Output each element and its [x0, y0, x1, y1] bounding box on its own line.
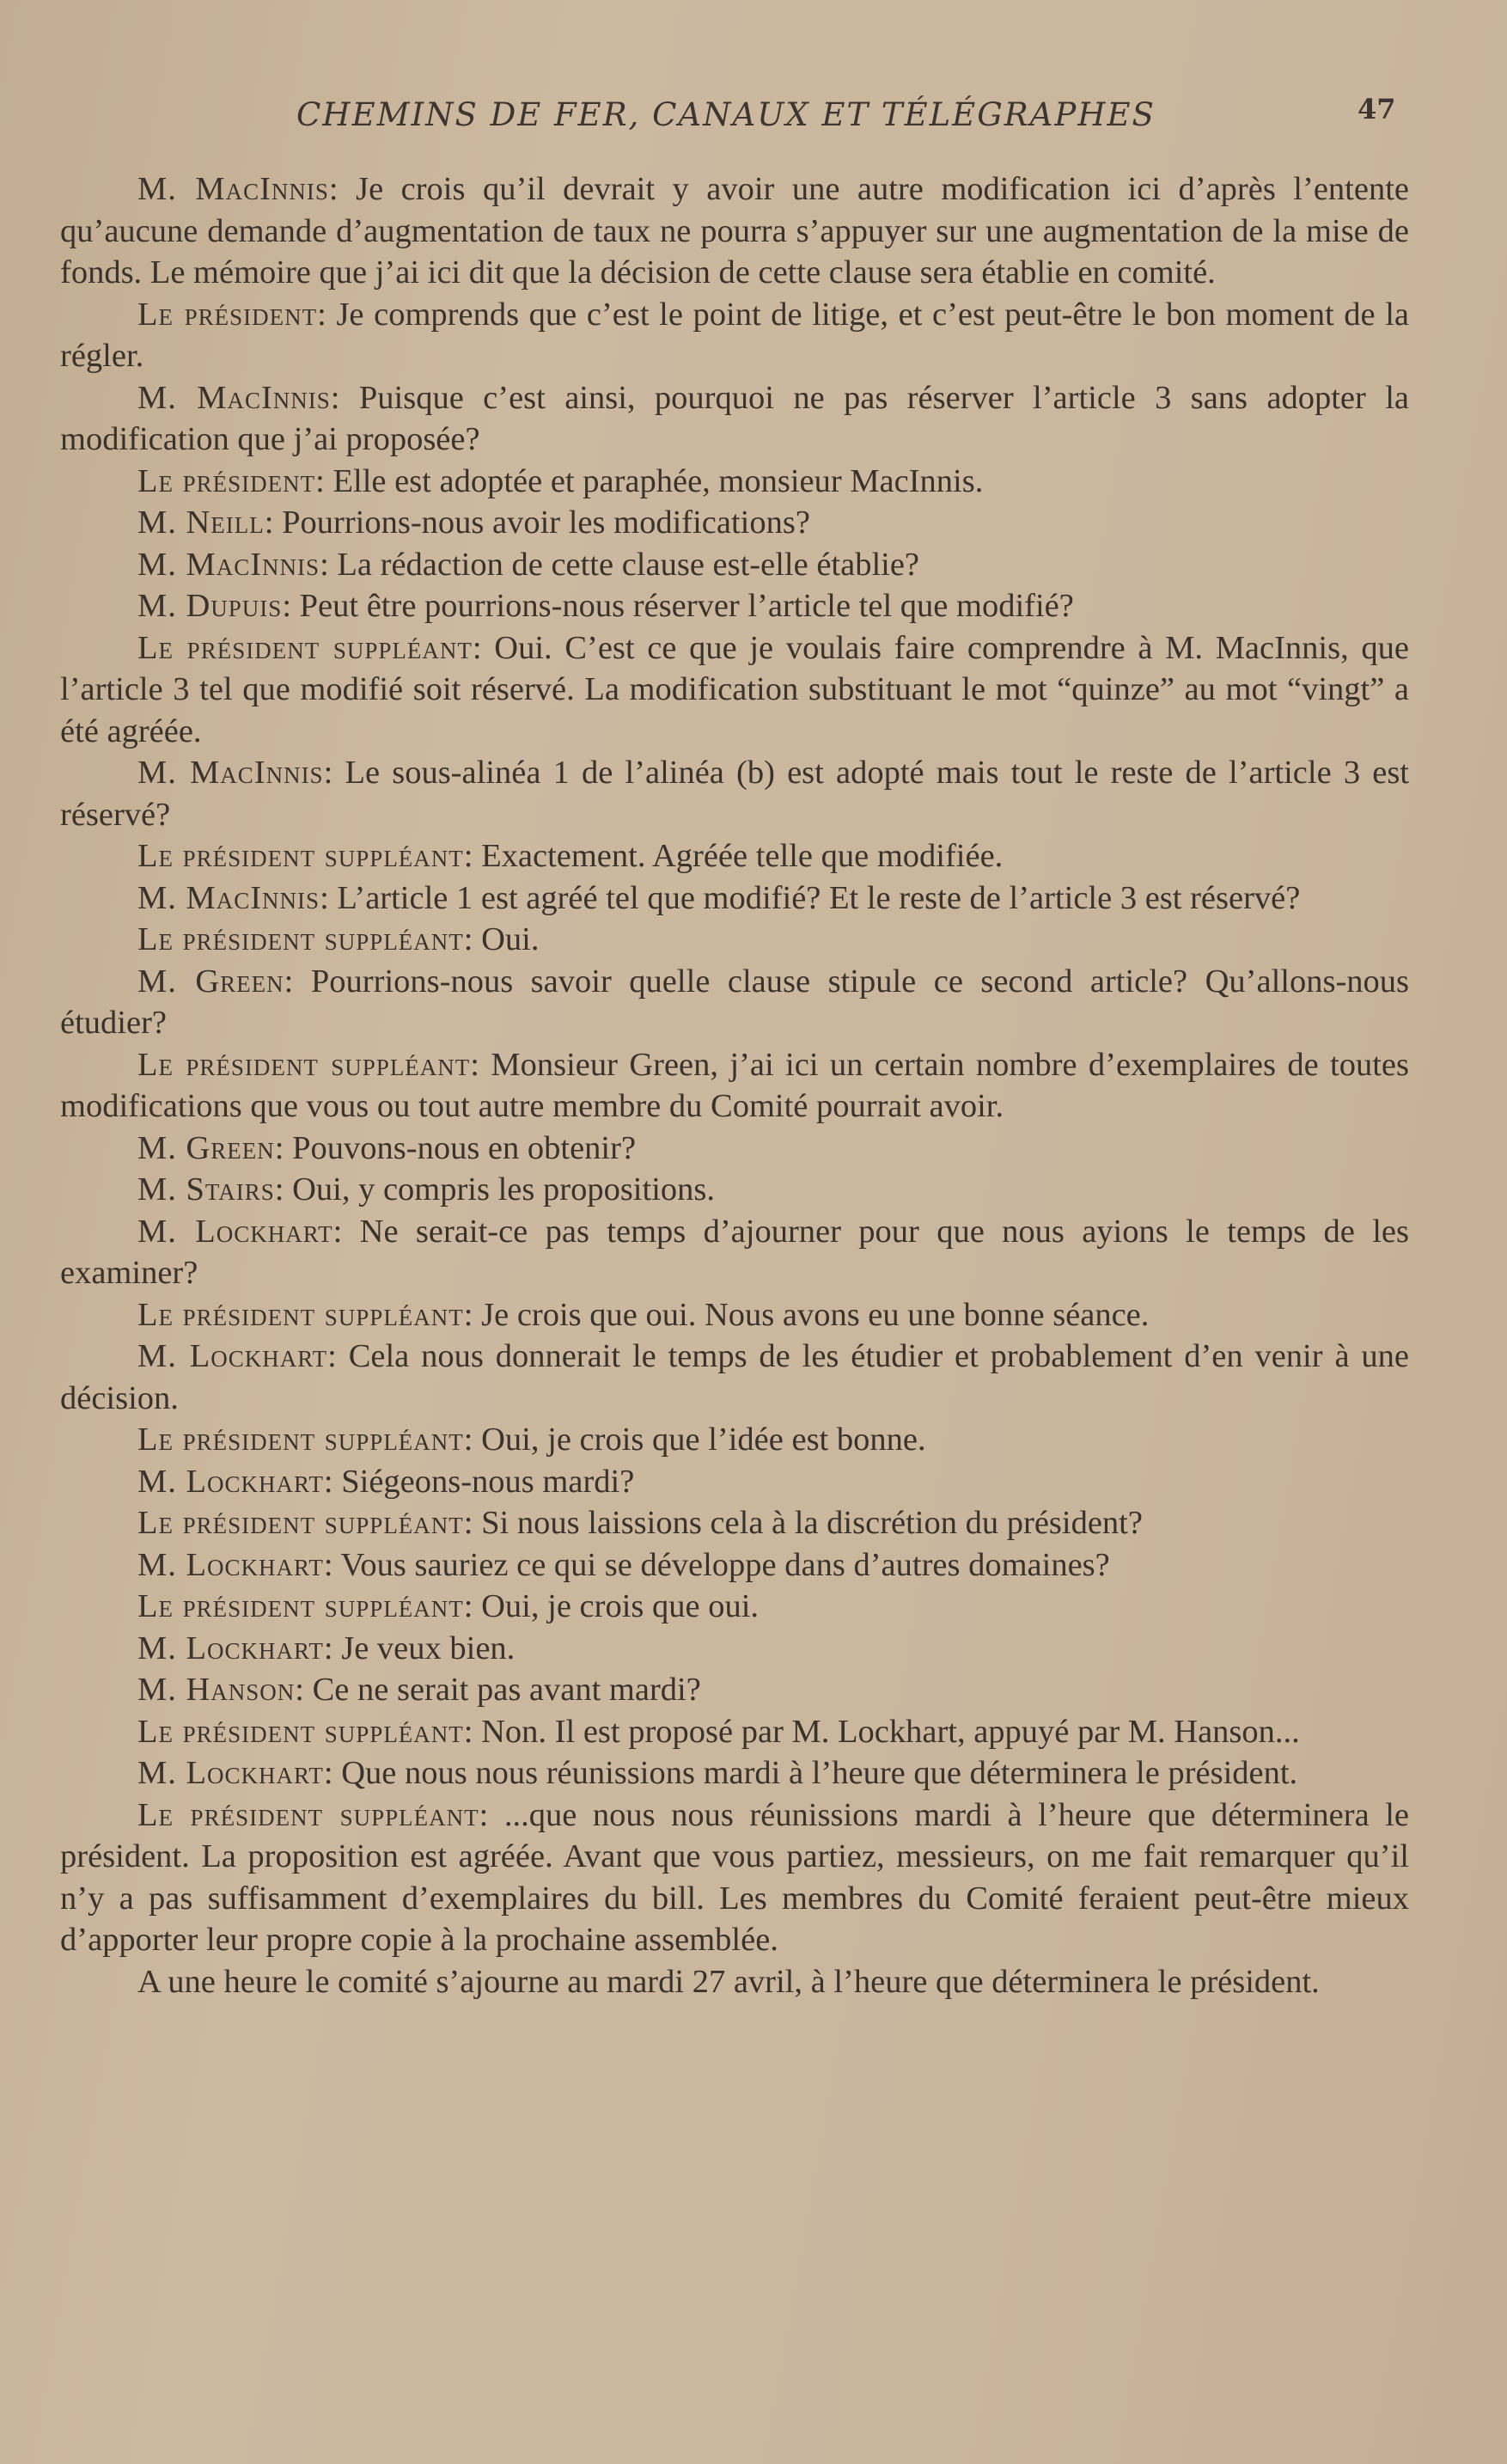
speaker-name: M. Lockhart [137, 1213, 333, 1250]
speaker-name: M. Hanson [137, 1672, 296, 1708]
transcript-paragraph: M. MacInnis: Le sous-alinéa 1 de l’alinéa (b) est adopté mais tout le reste de l’article 3 est réservé? [60, 755, 1409, 833]
speaker-name: M. MacInnis [137, 379, 331, 416]
speaker-name: Le président suppléant [137, 1796, 479, 1833]
transcript-paragraph: Le président suppléant: ...que nous nous réunissions mardi à l’heure que déterminera le président. La proposition est agréée. Avant que vous partiez, messieurs, on me fait remarquer qu’il n’y a pas suffisamment d’exemplaires du bill. Les membres du Comité feraient peut-être mieux d’apporter leur propre copie à la prochaine assemblée. [60, 1796, 1409, 1958]
speech-text: Non. Il est proposé par M. Lockhart, appuyé par M. Hanson... [481, 1713, 1300, 1750]
speaker-name: M. Neill [137, 504, 265, 541]
transcript-paragraph: Le président suppléant: Je crois que oui. Nous avons eu une bonne séance. [137, 1296, 1150, 1333]
transcript-body [60, 168, 1409, 2002]
speaker-name: Le président suppléant [137, 1505, 464, 1541]
speaker-name: M. Green [137, 1129, 275, 1166]
speech-text: Oui. C’est ce que je voulais faire comprendre à M. MacInnis, que l’article 3 tel que modifié soit réservé. La modification substituant le mot “quinze” au mot “vingt” a été agréée. [60, 629, 1409, 749]
transcript-paragraph: Le président suppléant: Si nous laissions cela à la discrétion du président? [137, 1505, 1143, 1541]
speaker-name: M. MacInnis [137, 546, 320, 583]
speaker-name: M. Lockhart [137, 1463, 324, 1500]
transcript-paragraph: Le président suppléant: Oui. [137, 921, 540, 957]
speaker-name: M. Lockhart [137, 1755, 324, 1791]
transcript-paragraph: M. Green: Pouvons-nous en obtenir? [137, 1129, 637, 1166]
speech-text: Que nous nous réunissions mardi à l’heure que déterminera le président. [341, 1755, 1298, 1791]
transcript-paragraph: Le président suppléant: Oui, je crois que oui. [137, 1588, 760, 1624]
speaker-name: M. Lockhart [137, 1629, 324, 1666]
transcript-paragraph: M. MacInnis: La rédaction de cette clause est-elle établie? [137, 546, 920, 583]
page-number: 47 [1358, 93, 1396, 125]
transcript-paragraph: M. Neill: Pourrions-nous avoir les modifications? [137, 504, 810, 541]
speech-text: Je veux bien. [341, 1629, 516, 1666]
speaker-name: Le président suppléant [137, 1713, 464, 1750]
speaker-name: Le président [137, 296, 318, 333]
speech-text: Siégeons-nous mardi? [341, 1463, 635, 1500]
header-title: CHEMINS DE FER, CANAUX ET TÉLÉGRAPHES [296, 96, 1156, 133]
speech-text: L’article 1 est agréé tel que modifié? Et le reste de l’article 3 est réservé? [337, 879, 1301, 916]
speech-text: Si nous laissions cela à la discrétion du président? [481, 1505, 1143, 1541]
speech-text: Le sous-alinéa 1 de l’alinéa (b) est adopté mais tout le reste de l’article 3 est réservé? [60, 755, 1409, 833]
transcript-paragraph: M. Lockhart: Je veux bien. [137, 1629, 516, 1666]
speaker-name: M. MacInnis [137, 171, 329, 207]
transcript-paragraph: M. Stairs: Oui, y compris les propositions. [137, 1171, 716, 1208]
closing-paragraph: A une heure le comité s’ajourne au mardi 27 avril, à l’heure que déterminera le président. [137, 1963, 1320, 2000]
transcript-paragraph: M. Lockhart: Vous sauriez ce qui se développe dans d’autres domaines? [137, 1546, 1110, 1583]
speaker-name: M. MacInnis [137, 755, 324, 791]
speaker-name: M. Stairs [137, 1171, 275, 1208]
speaker-name: Le président suppléant [137, 921, 464, 957]
transcript-paragraph: Le président: Je comprends que c’est le point de litige, et c’est peut-être le bon moment de la régler. [60, 296, 1409, 374]
speaker-name: Le président suppléant [137, 1296, 464, 1333]
speaker-name: Le président suppléant [137, 1422, 464, 1458]
speaker-name: M. Lockhart [137, 1338, 328, 1374]
speaker-name: Le président suppléant [137, 838, 464, 874]
transcript-paragraph: Le président suppléant: Oui. C’est ce que je voulais faire comprendre à M. MacInnis, que l’article 3 tel que modifié soit réservé. La modification substituant le mot “quinze” au mot “vingt” a été agréée. [60, 629, 1409, 749]
transcript-paragraph: Le président suppléant: Non. Il est proposé par M. Lockhart, appuyé par M. Hanson... [137, 1713, 1300, 1750]
transcript-paragraph: Le président: Elle est adoptée et paraphée, monsieur MacInnis. [137, 462, 984, 499]
speech-text: Cela nous donnerait le temps de les étudier et probablement d’en venir à une décision. [60, 1338, 1409, 1416]
transcript-paragraph: M. MacInnis: L’article 1 est agréé tel que modifié? Et le reste de l’article 3 est réservé? [137, 879, 1301, 916]
speech-text: Ne serait-ce pas temps d’ajourner pour que nous ayions le temps de les examiner? [60, 1213, 1409, 1291]
transcript-paragraph: M. Lockhart: Siégeons-nous mardi? [137, 1463, 635, 1500]
transcript-paragraph: M. Lockhart: Ne serait-ce pas temps d’ajourner pour que nous ayions le temps de les examiner? [60, 1213, 1409, 1291]
speaker-name: Le président suppléant [137, 629, 473, 666]
speech-text: La rédaction de cette clause est-elle établie? [337, 546, 920, 583]
speech-text: Je comprends que c’est le point de litige, et c’est peut-être le bon moment de la régler. [60, 296, 1409, 374]
speech-text: Exactement. Agréée telle que modifiée. [481, 838, 1004, 874]
speech-text: Je crois que oui. Nous avons eu une bonne séance. [481, 1296, 1150, 1333]
transcript-paragraph: Le président suppléant: Oui, je crois que l’idée est bonne. [137, 1422, 926, 1458]
speech-text: Je crois qu’il devrait y avoir une autre modification ici d’après l’entente qu’aucune demande d’augmentation de taux ne pourra s’appuyer sur une augmentation de la mise de fonds. Le mémoire que j’ai ici dit que la décision de cette clause sera établie en comité. [60, 171, 1409, 290]
speaker-name: M. Lockhart [137, 1546, 324, 1583]
speech-text: Oui, y compris les propositions. [292, 1171, 716, 1208]
transcript-paragraph: M. MacInnis: Je crois qu’il devrait y avoir une autre modification ici d’après l’entente qu’aucune demande d’augmentation de taux ne pourra s’appuyer sur une augmentation de la mise de fonds. Le mémoire que j’ai ici dit que la décision de cette clause sera établie en comité. [60, 171, 1409, 290]
speech-text: Oui, je crois que l’idée est bonne. [481, 1422, 926, 1458]
transcript-paragraph: Le président suppléant: Monsieur Green, j’ai ici un certain nombre d’exemplaires de toutes modifications que vous ou tout autre membre du Comité pourrait avoir. [60, 1046, 1409, 1124]
speaker-name: Le président suppléant [137, 1588, 464, 1624]
transcript-paragraph: M. MacInnis: Puisque c’est ainsi, pourquoi ne pas réserver l’article 3 sans adopter la modification que j’ai proposée? [60, 379, 1409, 457]
transcript-paragraph: M. Dupuis: Peut être pourrions-nous réserver l’article tel que modifié? [137, 588, 1074, 624]
transcript-paragraph: M. Lockhart: Cela nous donnerait le temps de les étudier et probablement d’en venir à une décision. [60, 1338, 1409, 1416]
speech-text: ...que nous nous réunissions mardi à l’heure que déterminera le président. La proposition est agréée. Avant que vous partiez, messieurs, on me fait remarquer qu’il n’y a pas suffisamment d’exemplaires du bill. Les membres du Comité feraient peut-être mieux d’apporter leur propre copie à la prochaine assemblée. [60, 1796, 1409, 1958]
running-header [0, 89, 1507, 141]
speech-text: Pourrions-nous savoir quelle clause stipule ce second article? Qu’allons-nous étudier? [60, 963, 1410, 1041]
transcript-paragraph: M. Hanson: Ce ne serait pas avant mardi? [137, 1672, 701, 1708]
speech-text: Elle est adoptée et paraphée, monsieur MacInnis. [333, 462, 984, 499]
speech-text: Oui. [481, 921, 540, 957]
speech-text: Monsieur Green, j’ai ici un certain nombre d’exemplaires de toutes modifications que vous ou tout autre membre du Comité pourrait avoir. [60, 1046, 1409, 1124]
speech-text: Ce ne serait pas avant mardi? [312, 1672, 701, 1708]
speech-text: Puisque c’est ainsi, pourquoi ne pas réserver l’article 3 sans adopter la modification que j’ai proposée? [60, 379, 1409, 457]
speech-text: Peut être pourrions-nous réserver l’article tel que modifié? [299, 588, 1074, 624]
speech-text: Pouvons-nous en obtenir? [292, 1129, 637, 1166]
speech-text: Pourrions-nous avoir les modifications? [282, 504, 810, 541]
transcript-paragraph: Le président suppléant: Exactement. Agréée telle que modifiée. [137, 838, 1004, 874]
speaker-name: M. MacInnis [137, 879, 320, 916]
speaker-name: M. Dupuis [137, 588, 283, 624]
speaker-name: M. Green [137, 963, 284, 1000]
transcript-paragraph: M. Green: Pourrions-nous savoir quelle clause stipule ce second article? Qu’allons-nous étudier? [60, 963, 1410, 1041]
speech-text: Oui, je crois que oui. [481, 1588, 760, 1624]
speaker-name: Le président suppléant [137, 1046, 471, 1083]
speech-text: Vous sauriez ce qui se développe dans d’autres domaines? [340, 1546, 1110, 1583]
speaker-name: Le président [137, 462, 316, 499]
transcript-paragraph: M. Lockhart: Que nous nous réunissions mardi à l’heure que déterminera le président. [137, 1755, 1298, 1791]
